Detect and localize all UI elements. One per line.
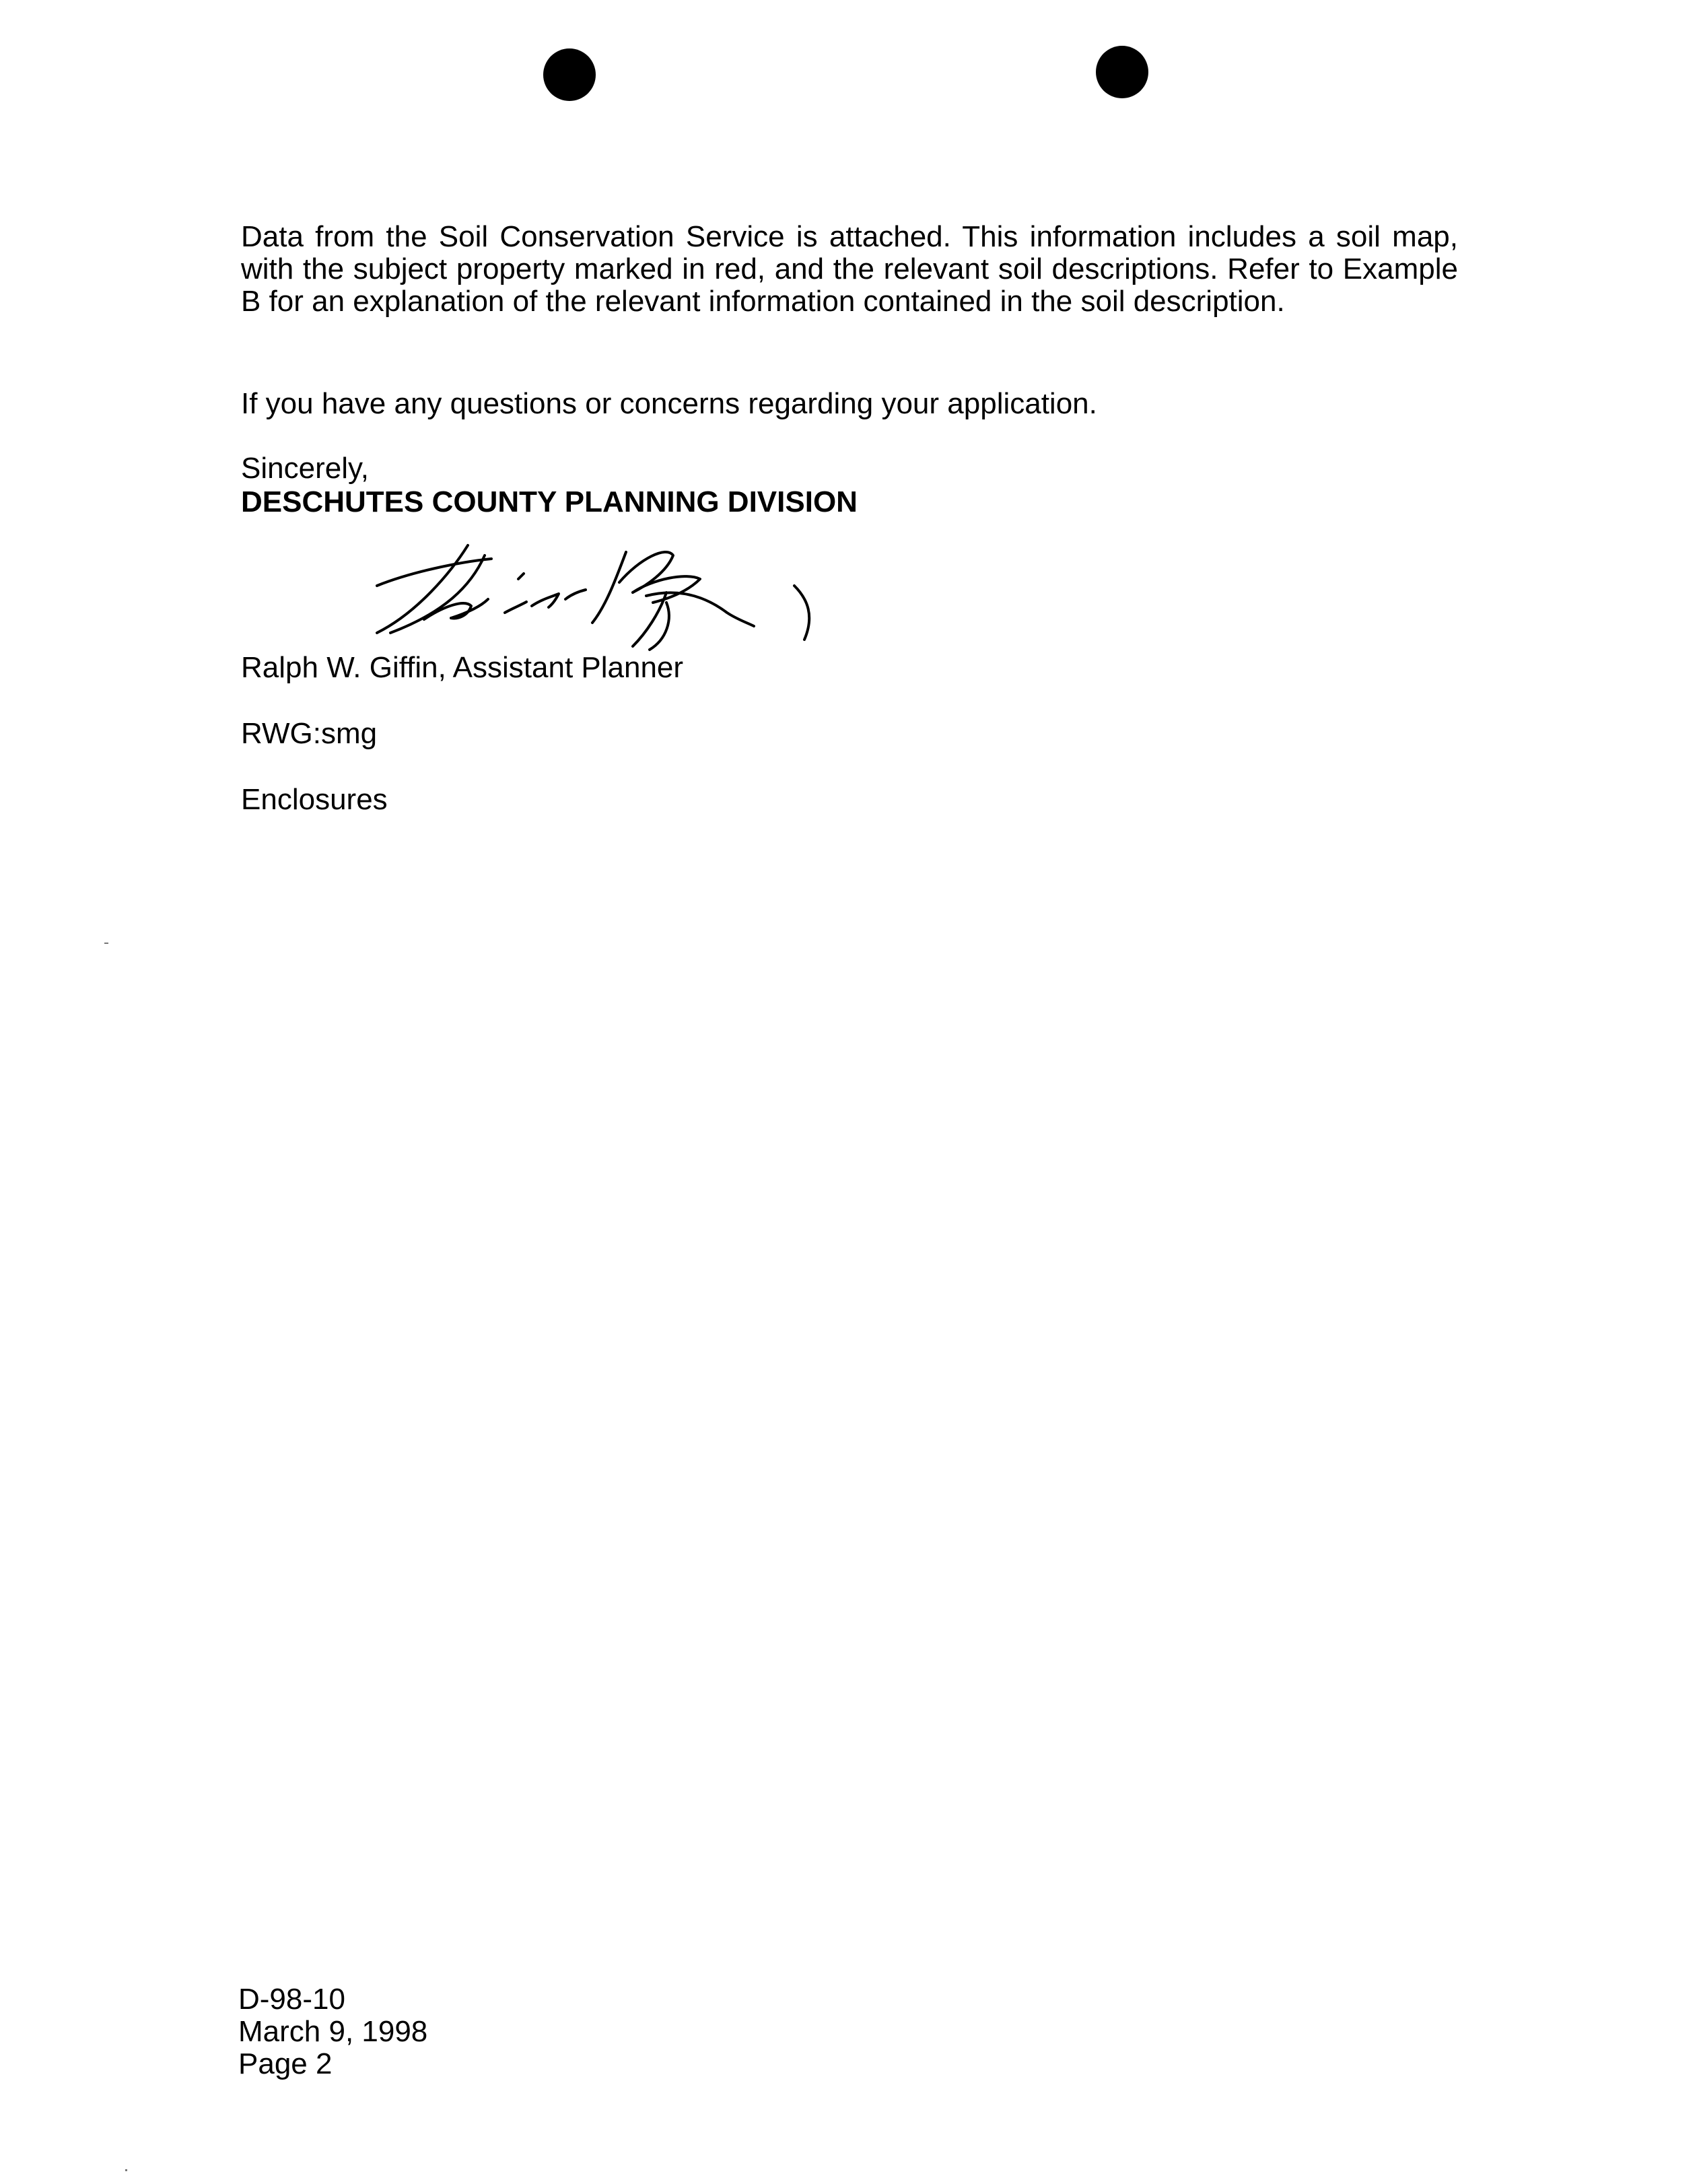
handwritten-signature <box>350 532 835 660</box>
organization-name: DESCHUTES COUNTY PLANNING DIVISION <box>241 485 858 518</box>
punch-hole-right <box>1096 46 1148 98</box>
signer-name-title: Ralph W. Giffin, Assistant Planner <box>241 651 684 684</box>
file-number: D-98-10 <box>238 1983 345 2016</box>
punch-hole-left <box>543 48 596 101</box>
footer-reference <box>238 1983 427 2080</box>
soil-data-paragraph: Data from the Soil Conservation Service is attached. This information includes a soil map, with the subject property marked in red, and the relevant soil descriptions. Refer to Example B for an explanation of the relevant information contained in the soil description. <box>241 220 1458 318</box>
scan-speck <box>104 943 108 944</box>
enclosures-note: Enclosures <box>241 783 388 816</box>
closing-salutation: Sincerely, <box>241 452 369 485</box>
scan-speck <box>125 2169 127 2171</box>
questions-paragraph: If you have any questions or concerns regarding your application. <box>241 387 1097 420</box>
footer-date: March 9, 1998 <box>238 2015 428 2048</box>
typist-initials: RWG:smg <box>241 717 378 750</box>
page-number: Page 2 <box>238 2047 333 2080</box>
